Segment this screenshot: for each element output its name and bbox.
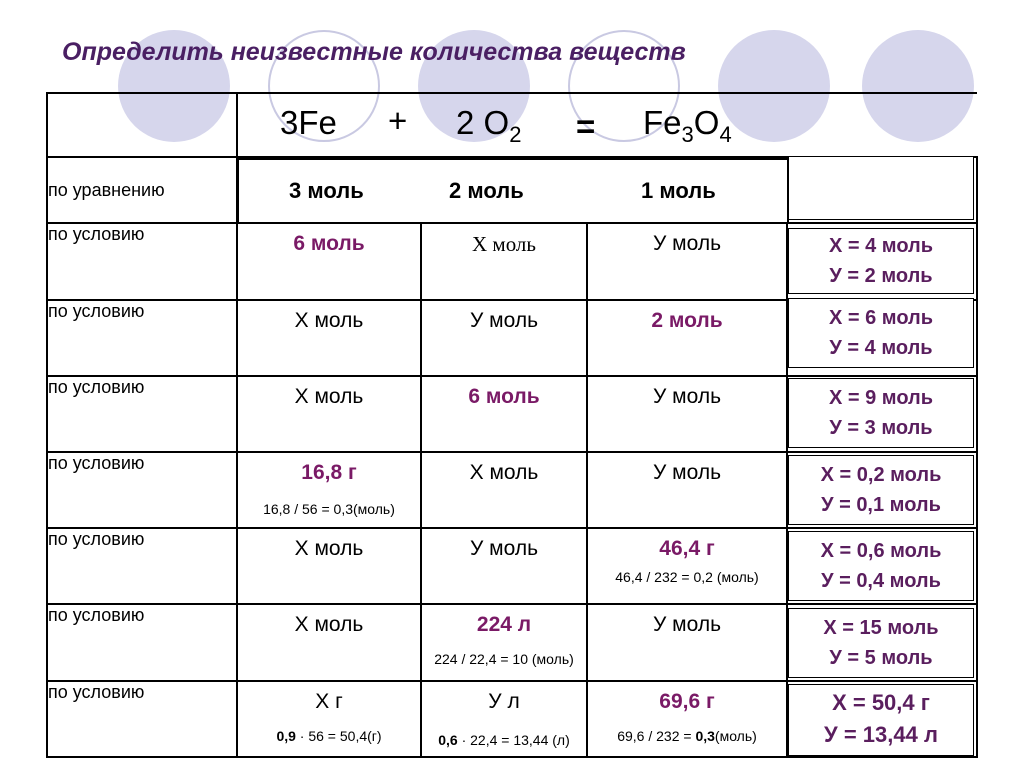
fe3o4-value: 2 моль [651,308,723,332]
answer-x: Х = 6 моль [828,307,934,329]
fe-value: Х моль [294,384,364,408]
answer-x: Х = 50,4 г [832,690,930,715]
fe3o4-cell [587,300,787,376]
fe3o4-cell [587,452,787,528]
o2-cell [421,452,587,528]
o2-cell [421,604,587,680]
eq-fe3o4-sub2: 4 [719,122,732,147]
eq-o2-sub: 2 [509,122,522,147]
o2-calc-text: · 22,4 = 13,44 (л) [457,731,570,748]
o2-cell [421,376,587,452]
fe3o4-calc-bold: 0,3 [695,727,715,744]
o2-value: Х моль [472,232,536,257]
fe3o4-value: У моль [652,461,722,485]
answer-box-5 [788,531,974,601]
o2-value: У л [488,689,520,713]
answer-box-6 [788,608,974,678]
answer-x: Х = 0,2 моль [820,464,942,486]
eq-fe3o4-sub1: 3 [681,122,694,147]
eq-fe3o4 [643,104,732,147]
eq-o2 [456,104,522,147]
o2-value: Х моль [469,461,539,485]
fe3o4-calc [588,728,786,744]
fe-calc [238,728,420,744]
answer-x: Х = 0,6 моль [820,540,942,562]
o2-calc-bold: 0,6 [438,731,458,748]
equation-cell [237,93,977,157]
fe-cell [237,528,421,604]
fe3o4-calc-a: 69,6 / 232 = [617,727,696,744]
answer-box-2 [788,298,974,368]
o2-value: У моль [469,537,539,561]
corner-cell [47,93,237,157]
fe-cell [237,223,421,299]
fe-value: Х г [315,689,343,713]
by-equation-label: по уравнению [47,157,237,223]
fe-value: Х моль [294,308,364,332]
answer-box-1 [788,228,974,294]
fe3o4-value: 46,4 г [659,537,715,561]
condition-label: по условию [47,452,237,528]
condition-label: по условию [47,528,237,604]
condition-label: по условию [47,681,237,757]
fe-value: Х моль [294,613,364,637]
by-eq-o2: 2 моль [449,178,524,203]
condition-label: по условию [47,300,237,376]
answer-y: У = 3 моль [829,417,933,439]
fe-calc: 16,8 / 56 = 0,3(моль) [263,501,395,518]
by-equation-box [237,158,789,224]
o2-cell [421,681,587,757]
fe3o4-cell [587,681,787,757]
answer-y: У = 2 моль [829,265,933,287]
fe3o4-cell [587,604,787,680]
o2-calc [422,732,586,748]
eq-fe3o4-a: Fe [643,104,682,141]
answer-box-3 [788,378,974,448]
answer-x: Х = 4 моль [828,235,934,257]
fe-cell [237,604,421,680]
fe-cell [237,300,421,376]
answer-x: Х = 9 моль [828,387,934,409]
answer-box-4 [788,455,974,525]
answer-box-7 [788,684,974,756]
o2-value: 224 л [476,613,532,637]
o2-cell [421,528,587,604]
eq-plus: + [388,102,408,139]
fe-calc-text: · 56 = 50,4(г) [295,727,382,744]
answer-y: У = 0,1 моль [821,494,941,516]
answer-x: Х = 15 моль [823,617,939,639]
eq-fe3o4-b: O [693,104,720,141]
condition-label: по условию [47,604,237,680]
fe-cell [237,376,421,452]
o2-cell [421,300,587,376]
eq-equals: = [576,108,596,145]
o2-cell [421,223,587,299]
fe3o4-calc-b: (моль) [714,727,757,744]
o2-calc: 224 / 22,4 = 10 (моль) [434,651,574,668]
fe-value: 6 моль [293,232,365,256]
answer-y: У = 13,44 л [824,722,938,747]
fe3o4-value: У моль [652,232,722,256]
fe3o4-cell [587,376,787,452]
condition-label: по условию [47,223,237,299]
fe3o4-cell [587,528,787,604]
by-eq-fe: 3 моль [289,178,364,203]
equation-row [47,93,977,157]
eq-fe: 3Fe [280,104,337,141]
eq-o2-main: 2 O [456,104,510,141]
page-title: Определить неизвестные количества веществ [62,38,686,66]
answer-y: У = 4 моль [829,337,933,359]
fe3o4-value: У моль [652,384,722,408]
fe-value: 16,8 г [301,461,357,485]
condition-label: по условию [47,376,237,452]
fe3o4-cell [587,223,787,299]
by-eq-answer-box [788,156,974,220]
o2-value: 6 моль [468,384,540,408]
answer-y: У = 5 моль [829,647,933,669]
fe3o4-value: У моль [652,613,722,637]
by-eq-fe3o4: 1 моль [641,178,716,203]
fe-cell [237,452,421,528]
fe3o4-value: 69,6 г [659,689,715,713]
fe-cell [237,681,421,757]
answer-y: У = 0,4 моль [821,570,941,592]
fe3o4-calc: 46,4 / 232 = 0,2 (моль) [615,569,759,586]
o2-value: У моль [469,308,539,332]
fe-value: Х моль [294,537,364,561]
fe-calc-bold: 0,9 [276,727,296,744]
